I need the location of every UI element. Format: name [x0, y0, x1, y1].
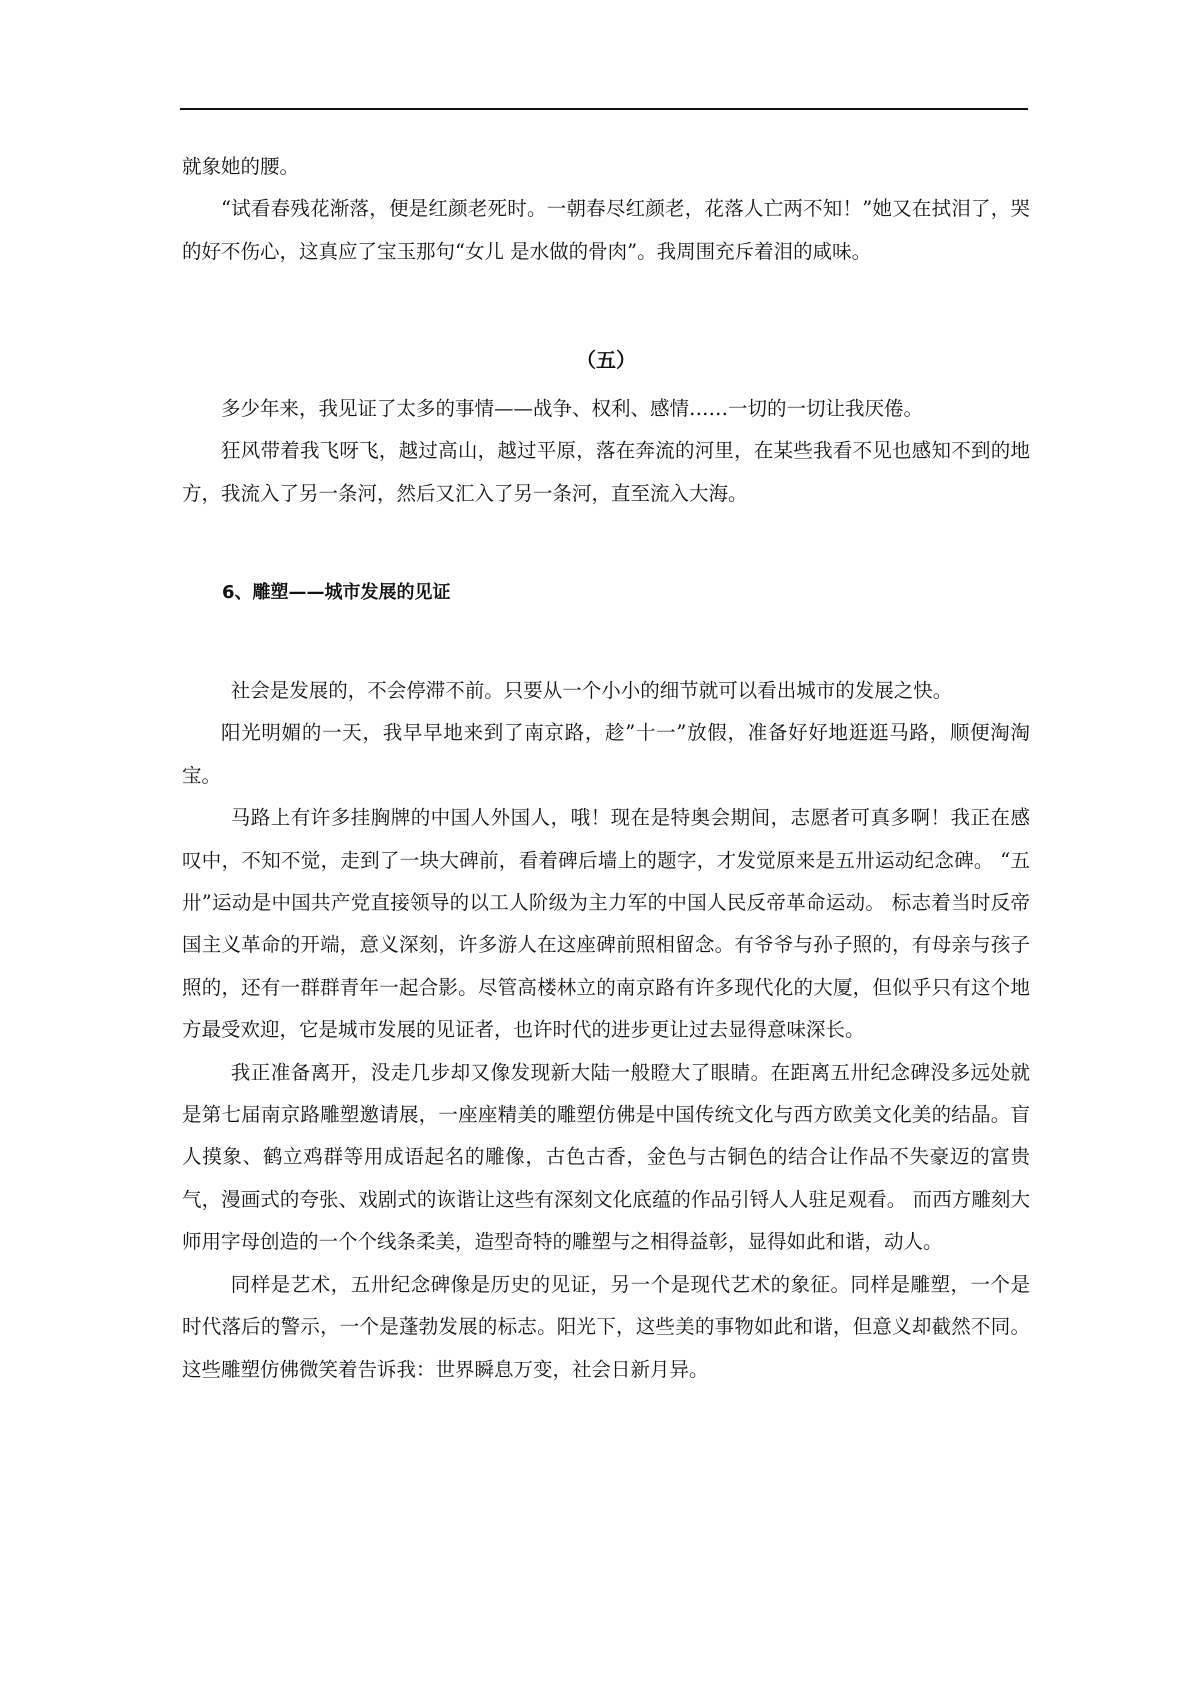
paragraph: 狂风带着我飞呀飞，越过高山，越过平原，落在奔流的河里，在某些我看不见也感知不到的地方，我流入了另一条河，然后又汇入了另一条河，直至流入大海。	[182, 439, 1030, 505]
header-rule	[180, 108, 1028, 110]
text-block-3	[182, 670, 1030, 1391]
section-heading-5: （五）	[576, 348, 636, 372]
paragraph: 马路上有许多挂胸牌的中国人外国人，哦！现在是特奥会期间，志愿者可真多啊！我正在感叹中，不知不觉，走到了一块大碑前，看着碑后墙上的题字，才发觉原来是五卅运动纪念碑。 “五卅”运动是中国共产党直接领导的以工人阶级为主力军的中国人民反帝革命运动。 标志着当时反帝国主义革命的开端，意义深刻，许多游人在这座碑前照相留念。有爷爷与孙子照的，有母亲与孩子照的，还有一群群青年一起合影。尽管高楼林立的南京路有许多现代化的大厦，但似乎只有这个地方最受欢迎，它是城市发展的见证者，也许时代的进步更让过去显得意味深长。	[182, 806, 1030, 1042]
paragraph: 我正准备离开，没走几步却又像发现新大陆一般瞪大了眼睛。在距离五卅纪念碑没多远处就是第七届南京路雕塑邀请展，一座座精美的雕塑仿佛是中国传统文化与西方欧美文化美的结晶。盲人摸象、鹤立鸡群等用成语起名的雕像，古色古香，金色与古铜色的结合让作品不失豪迈的富贵气，漫画式的夸张、戏剧式的诙谐让这些有深刻文化底蕴的作品引锊人人驻足观看。 而西方雕刻大师用字母创造的一个个线条柔美，造型奇特的雕塑与之相得益彰，显得如此和谐，动人。	[182, 1060, 1030, 1254]
paragraph: 社会是发展的，不会停滞不前。只要从一个小小的细节就可以看出城市的发展之快。	[230, 679, 953, 702]
paragraph: 同样是艺术，五卅纪念碑像是历史的见证，另一个是现代艺术的象征。同样是雕塑，一个是时代落后的警示，一个是蓬勃发展的标志。阳光下，这些美的事物如此和谐，但意义却截然不同。这些雕塑仿佛微笑着告诉我：世界瞬息万变，社会日新月异。	[182, 1272, 1030, 1381]
paragraph: 阳光明媚的一天，我早早地来到了南京路，趁”十一”放假，准备好好地逛逛马路，顺便淘淘宝。	[182, 721, 1030, 787]
paragraph: “试看春残花渐落，便是红颜老死时。一朝春尽红颜老，花落人亡两不知！”她又在拭泪了，哭的好不伤心，这真应了宝玉那句“女儿 是水做的骨肉”。我周围充斥着泪的咸味。	[182, 197, 1030, 263]
text-block-1	[182, 146, 1030, 273]
paragraph: 就象她的腰。	[182, 155, 300, 178]
paragraph: 多少年来，我见证了太多的事情——战争、权利、感情……一切的一切让我厌倦。	[221, 397, 924, 420]
section-heading-6: 6、雕塑——城市发展的见证	[222, 582, 451, 603]
text-block-2	[182, 388, 1030, 515]
